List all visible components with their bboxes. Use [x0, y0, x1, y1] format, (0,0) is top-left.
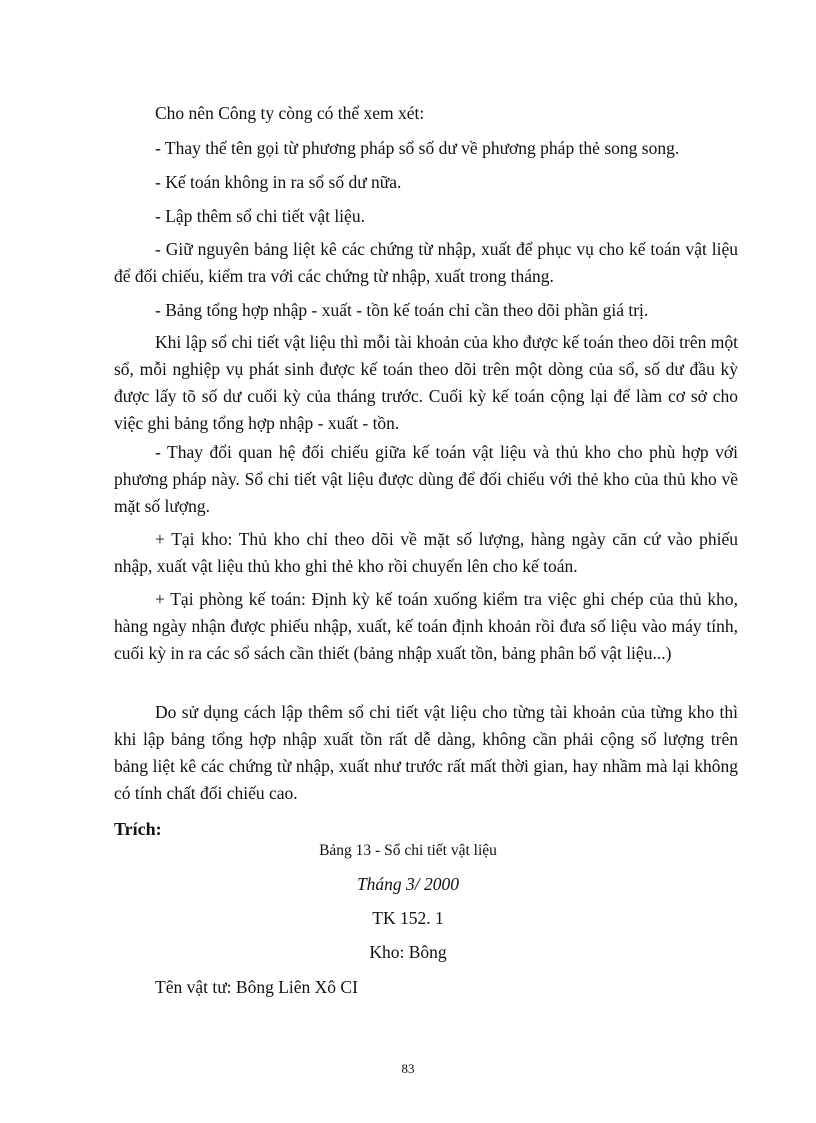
page-number: 83 — [401, 1061, 415, 1076]
table-caption-account: TK 152. 1 — [372, 908, 444, 928]
paragraph-ledger-explanation: Khi lập sổ chi tiết vật liệu thì mỗi tài khoản của kho được kế toán theo dõi trên một sổ, mỗi nghiệp vụ phát sinh được kế toán theo dõi trên một dòng của sổ, số dư đầu kỳ được lấy tõ số dư cuối kỳ của tháng trước. Cuối kỳ kế toán cộng lại để làm cơ sở cho việc ghi bảng tổng hợp nhập - xuất - tồn. — [114, 332, 738, 433]
paragraph-reconciliation: - Thay đổi quan hệ đối chiếu giữa kế toán vật liệu và thủ kho cho phù hợp với phương pháp này. Sổ chi tiết vật liệu được dùng để đối chiếu với thẻ kho của thủ kho về mặt số lượng. — [114, 442, 738, 516]
table-caption-title: Bảng 13 - Sổ chi tiết vật liệu — [319, 842, 497, 859]
paragraph-at-accounting: + Tại phòng kế toán: Định kỳ kế toán xuống kiểm tra việc ghi chép của thủ kho, hàng ngày nhận được phiếu nhập, xuất, kế toán định khoản rồi đưa số liệu vào máy tính, cuối kỳ in ra các sổ sách cần thiết (bảng nhập xuất tồn, bảng phân bổ vật liệu...) — [114, 589, 738, 663]
table-caption-month: Tháng 3/ 2000 — [356, 874, 460, 894]
paragraph-item-keep-list: - Giữ nguyên bảng liệt kê các chứng từ nhập, xuất để phục vụ cho kế toán vật liệu để đối chiếu, kiểm tra với các chứng từ nhập, xuất trong tháng. — [114, 239, 738, 286]
table-caption-warehouse: Kho: Bông — [369, 942, 447, 962]
paragraph-intro: Cho nên Công ty còng có thể xem xét: — [155, 103, 425, 123]
paragraph-item-summary-value: - Bảng tổng hợp nhập - xuất - tồn kế toán chỉ cần theo dõi phần giá trị. — [155, 300, 649, 320]
paragraph-at-warehouse: + Tại kho: Thủ kho chỉ theo dõi về mặt số lượng, hàng ngày căn cứ vào phiếu nhập, xuất vật liệu thủ kho ghi thẻ kho rồi chuyển lên cho kế toán. — [114, 529, 738, 576]
paragraph-item-no-print: - Kế toán không in ra sổ số dư nữa. — [155, 172, 402, 192]
paragraph-item-add-ledger: - Lập thêm sổ chi tiết vật liệu. — [155, 206, 365, 226]
paragraph-item-rename: - Thay thế tên gọi từ phương pháp sổ số dư về phương pháp thẻ song song. — [155, 138, 680, 158]
material-name: Tên vật tư: Bông Liên Xô CI — [155, 977, 358, 997]
paragraph-conclusion: Do sử dụng cách lập thêm sổ chi tiết vật liệu cho từng tài khoản của từng kho thì khi lập bảng tổng hợp nhập xuất tồn rất dễ dàng, không cần phải cộng số lượng trên bảng liệt kê các chứng từ nhập, xuất như trước rất mất thời gian, hay nhầm mà lại không có tính chất đối chiếu cao. — [114, 702, 738, 803]
excerpt-heading: Trích: — [114, 819, 162, 839]
